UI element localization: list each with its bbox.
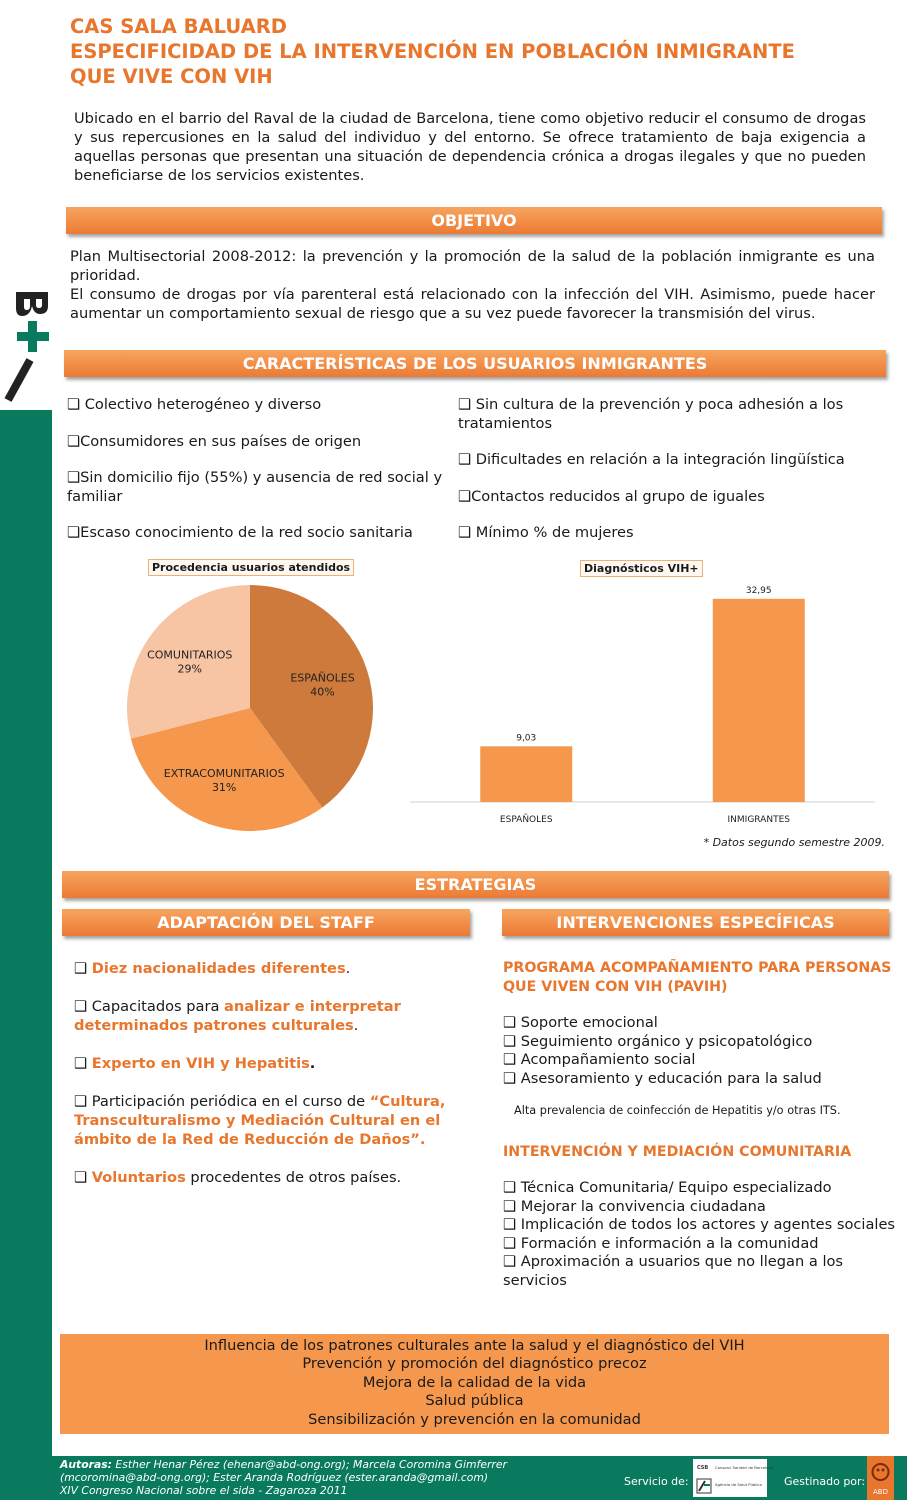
authors-credit: Autoras: Esther Henar Pérez (ehenar@abd-ong.org); Marcela Coromina Gimferrer (mcoromina@abd-ong.org); Ester Aranda Rodríguez (ester.aranda@gmail.com) XIV Congreso Nacional sobre el sida - Zagaroza 2011	[60, 1458, 507, 1497]
title-line-1: CAS SALA BALUARD	[70, 15, 287, 38]
list-item: ❑ Sin cultura de la prevención y poca adhesión a los tratamientos	[458, 396, 844, 432]
diagnosticos-bar-chart	[405, 580, 880, 830]
aspb-logo	[693, 1459, 774, 1497]
list-item: ❑ Aproximación a usuarios que no llegan a los servicios	[503, 1253, 844, 1289]
list-item: ❑Consumidores en sus países de origen	[67, 432, 362, 450]
bar	[713, 599, 805, 802]
pavih-heading: PROGRAMA ACOMPAÑAMIENTO PARA PERSONAS QUE VIVEN CON VIH (PAVIH)	[503, 960, 892, 995]
pie-slice-value: 40%	[310, 685, 335, 699]
checkbox-icon: ❑	[67, 524, 81, 541]
staff-banner: ADAPTACIÓN DEL STAFF	[62, 909, 470, 936]
list-item: ❑ Implicación de todos los actores y agentes sociales	[503, 1216, 896, 1233]
svg-text:Consorci Sanitari de Barcelona: Consorci Sanitari de Barcelona	[715, 1465, 774, 1470]
checkbox-icon: ❑	[74, 1093, 88, 1110]
checkbox-icon: ❑	[67, 469, 81, 486]
caracteristicas-banner: CARACTERÍSTICAS DE LOS USUARIOS INMIGRANTES	[64, 350, 886, 377]
checkbox-icon: ❑	[503, 1234, 517, 1252]
checkbox-icon: ❑	[458, 396, 472, 413]
sidebar	[0, 0, 52, 1500]
caracteristicas-left-list	[67, 396, 447, 561]
checkbox-icon: ❑	[458, 487, 472, 505]
intro-paragraph: Ubicado en el barrio del Raval de la ciudad de Barcelona, tiene como objetivo reducir el consumo de drogas y sus repercusiones en la salud del individuo y del entorno. Se ofrece tratamiento de baja exigencia a aquellas personas que presentan una situación de dependencia crónica a drogas ilegales y que no pueden beneficiarse de los servicios existentes.	[74, 110, 866, 184]
list-item: ❑ Asesoramiento y educación para la salud	[503, 1069, 822, 1087]
list-item: ❑ Diez nacionalidades diferentes.	[74, 960, 351, 977]
bar-category-label: INMIGRANTES	[727, 815, 790, 825]
checkbox-icon: ❑	[67, 432, 81, 450]
bar-chart-title: Diagnósticos VIH+	[580, 560, 703, 577]
list-item: ❑ Soporte emocional	[503, 1014, 658, 1031]
pie-slice-label: COMUNITARIOS	[147, 648, 233, 662]
svg-text:ABD: ABD	[873, 1488, 888, 1496]
checkbox-icon: ❑	[503, 1179, 517, 1196]
intervenciones-list	[503, 959, 903, 1290]
objetivo-banner: OBJETIVO	[66, 207, 882, 234]
bar-category-label: ESPAÑOLES	[499, 815, 553, 825]
objetivo-para-2: El consumo de drogas por vía parenteral está relacionado con la infección del VIH. Asimismo, puede hacer aumentar un comportamiento sexual de riesgo que a su vez puede favorecer la transmisión del virus.	[70, 286, 875, 322]
spacer	[503, 996, 903, 1014]
checkbox-icon: ❑	[74, 1169, 88, 1186]
conclusion-line: Influencia de los patrones culturales ante la salud y el diagnóstico del VIH	[204, 1337, 745, 1354]
checkbox-icon: ❑	[503, 1014, 517, 1031]
title-line-3: QUE VIVE CON VIH	[70, 65, 273, 88]
checkbox-icon: ❑	[503, 1216, 517, 1233]
checkbox-icon: ❑	[458, 524, 472, 541]
list-item: ❑ Seguimiento orgánico y psicopatológico	[503, 1032, 813, 1050]
list-item: ❑Sin domicilio fijo (55%) y ausencia de red social y familiar	[67, 469, 443, 505]
spacer	[503, 1161, 903, 1179]
list-item: ❑ Formación e información a la comunidad	[503, 1234, 819, 1252]
intervenciones-banner: INTERVENCIONES ESPECÍFICAS	[502, 909, 889, 936]
list-item: ❑ Dificultades en relación a la integración lingüística	[458, 451, 845, 468]
pie-slice-label: ESPAÑOLES	[290, 671, 355, 685]
conclusion-line: Sensibilización y prevención en la comunidad	[308, 1410, 641, 1428]
estrategias-banner: ESTRATEGIAS	[62, 871, 889, 898]
checkbox-icon: ❑	[74, 960, 88, 977]
checkbox-icon: ❑	[74, 1055, 88, 1072]
comunitaria-heading: INTERVENCIÓN Y MEDIACIÓN COMUNITARIA	[503, 1143, 852, 1160]
checkbox-icon: ❑	[74, 998, 88, 1015]
list-item: ❑ Acompañamiento social	[503, 1051, 696, 1068]
abd-footer-logo	[867, 1456, 894, 1500]
pie-chart-title: Procedencia usuarios atendidos	[148, 559, 354, 576]
title-line-2: ESPECIFICIDAD DE LA INTERVENCIÓN EN POBLACIÓN INMIGRANTE	[70, 40, 795, 63]
objetivo-para-1: Plan Multisectorial 2008-2012: la prevención y la promoción de la salud de la población inmigrante es una prioridad.	[70, 248, 875, 284]
svg-text:CSB: CSB	[697, 1465, 709, 1471]
checkbox-icon: ❑	[503, 1069, 517, 1087]
pavih-note: Alta prevalencia de coinfección de Hepatitis y/o otras ITS.	[514, 1104, 841, 1117]
list-item: ❑ Colectivo heterogéneo y diverso	[67, 396, 322, 413]
list-item: ❑ Técnica Comunitaria/ Equipo especializado	[503, 1179, 832, 1196]
bar-value-label: 32,95	[745, 585, 772, 596]
pie-slice-value: 29%	[177, 662, 202, 676]
conclusion-line: Prevención y promoción del diagnóstico precoz	[302, 1355, 647, 1373]
checkbox-icon: ❑	[503, 1197, 517, 1215]
conclusion-line: Mejora de la calidad de la vida	[362, 1373, 587, 1391]
procedencia-pie-chart	[110, 578, 390, 838]
sidebar-band	[0, 410, 52, 1500]
list-item: ❑Escaso conocimiento de la red socio sanitaria	[67, 524, 413, 541]
staff-list	[74, 959, 474, 1206]
conclusion-line: Salud pública	[425, 1392, 524, 1410]
caracteristicas-right-list	[458, 396, 878, 561]
poster-title	[70, 14, 900, 89]
pie-slice-label: EXTRACOMUNITARIOS	[163, 766, 285, 780]
conclusion-box	[60, 1334, 889, 1434]
gestionado-label: Gestinado por:	[784, 1475, 866, 1488]
bar	[480, 746, 572, 802]
svg-text:Agència de Salut Pública: Agència de Salut Pública	[715, 1482, 762, 1487]
list-item: ❑ Voluntarios procedentes de otros países.	[74, 1169, 402, 1186]
pie-slice-value: 31%	[211, 780, 237, 794]
footer	[52, 1456, 907, 1500]
list-item: ❑ Capacitados para analizar e interpretar determinados patrones culturales.	[74, 998, 401, 1034]
list-item: ❑ Participación periódica en el curso de “Cultura, Transculturalismo y Mediación Cultural en el ámbito de la Red de Reducción de Daños”.	[74, 1093, 446, 1148]
checkbox-icon: ❑	[503, 1253, 517, 1270]
checkbox-icon: ❑	[503, 1051, 517, 1068]
bar-value-label: 9,03	[516, 733, 537, 744]
list-item: ❑ Mínimo % de mujeres	[458, 524, 634, 541]
objetivo-text	[70, 247, 875, 323]
chart-footnote: * Datos segundo semestre 2009.	[703, 836, 885, 849]
checkbox-icon: ❑	[458, 451, 472, 468]
checkbox-icon: ❑	[67, 396, 81, 413]
list-item: ❑ Experto en VIH y Hepatitis.	[74, 1055, 316, 1072]
servicio-label: Servicio de:	[624, 1475, 689, 1488]
abd-sidebar-logo	[2, 288, 50, 408]
list-item: ❑ Mejorar la convivencia ciudadana	[503, 1197, 766, 1215]
checkbox-icon: ❑	[503, 1032, 517, 1050]
list-item: ❑Contactos reducidos al grupo de iguales	[458, 487, 765, 505]
